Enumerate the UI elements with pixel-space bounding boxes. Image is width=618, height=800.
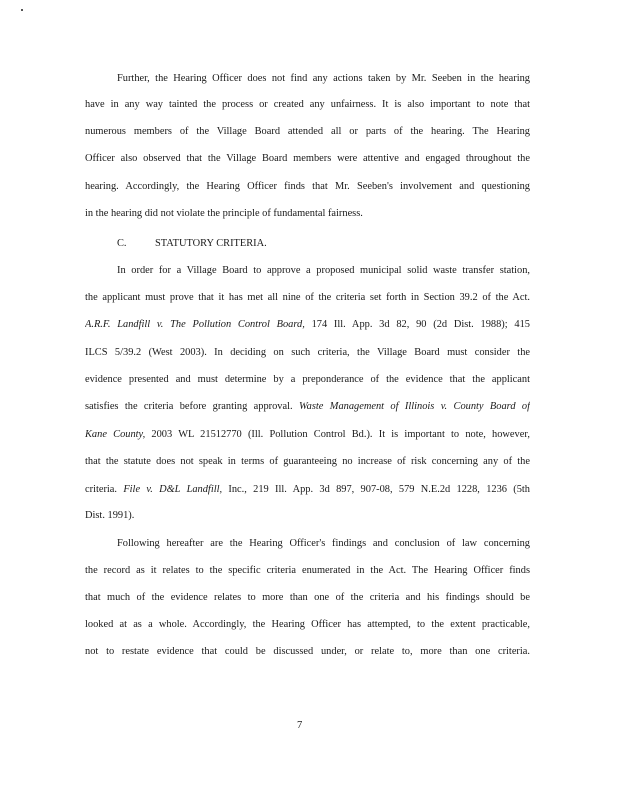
- case-citation: A.R.F. Landfill v. The Pollution Control Board,: [85, 319, 305, 330]
- scan-speck: [21, 9, 23, 11]
- citation-text: Inc., 219 Ill. App. 3d 897, 907-08, 579 N.E.2d 1228, 1236 (5th: [222, 484, 530, 495]
- section-marker: C.: [117, 238, 127, 249]
- paragraph-3-line: looked at as a whole. Accordingly, the Hearing Officer has attempted, to the extent practicable,: [85, 619, 530, 630]
- paragraph-1-line: in the hearing did not violate the principle of fundamental fairness.: [85, 208, 363, 219]
- page-number: 7: [297, 720, 303, 731]
- paragraph-1-line: Further, the Hearing Officer does not find any actions taken by Mr. Seeben in the hearing: [117, 73, 530, 84]
- paragraph-1-line: have in any way tainted the process or created any unfairness. It is also important to note that: [85, 99, 530, 110]
- paragraph-2-line: Dist. 1991).: [85, 510, 135, 521]
- paragraph-2-line: [85, 483, 530, 496]
- section-heading: STATUTORY CRITERIA.: [155, 238, 267, 249]
- paragraph-2-line: [85, 400, 530, 413]
- paragraph-2-line: In order for a Village Board to approve a proposed municipal solid waste transfer station,: [117, 265, 530, 276]
- paragraph-1-line: hearing. Accordingly, the Hearing Officer finds that Mr. Seeben's involvement and questioning: [85, 181, 530, 192]
- citation-text: 2003 WL 21512770 (Ill. Pollution Control Bd.). It is important to note, however,: [145, 429, 530, 440]
- paragraph-2-line: that the statute does not speak in terms of guaranteeing no increase of risk concerning any of the: [85, 456, 530, 467]
- body-text: criteria.: [85, 484, 124, 495]
- case-citation: File v. D&L Landfill,: [123, 484, 223, 495]
- body-text: satisfies the criteria before granting approval.: [85, 401, 299, 412]
- paragraph-1-line: Officer also observed that the Village Board members were attentive and engaged throughout the: [85, 153, 530, 164]
- case-citation: Kane County,: [85, 429, 146, 440]
- paragraph-2-line: [85, 428, 530, 441]
- paragraph-3-line: that much of the evidence relates to more than one of the criteria and his findings should be: [85, 592, 530, 603]
- paragraph-2-line: [85, 318, 530, 331]
- paragraph-3-line: Following hereafter are the Hearing Officer's findings and conclusion of law concerning: [117, 538, 530, 549]
- paragraph-2-line: the applicant must prove that it has met all nine of the criteria set forth in Section 39.2 of the Act.: [85, 292, 530, 303]
- paragraph-1-line: numerous members of the Village Board attended all or parts of the hearing. The Hearing: [85, 126, 530, 137]
- citation-text: 174 Ill. App. 3d 82, 90 (2d Dist. 1988); 415: [304, 319, 530, 330]
- paragraph-3-line: not to restate evidence that could be discussed under, or relate to, more than one criteria.: [85, 646, 530, 657]
- paragraph-2-line: ILCS 5/39.2 (West 2003). In deciding on such criteria, the Village Board must consider the: [85, 347, 530, 358]
- case-citation: Waste Management of Illinois v. County Board of: [298, 401, 530, 412]
- paragraph-2-line: evidence presented and must determine by a preponderance of the evidence that the applicant: [85, 374, 530, 385]
- paragraph-3-line: the record as it relates to the specific criteria enumerated in the Act. The Hearing Officer finds: [85, 565, 530, 576]
